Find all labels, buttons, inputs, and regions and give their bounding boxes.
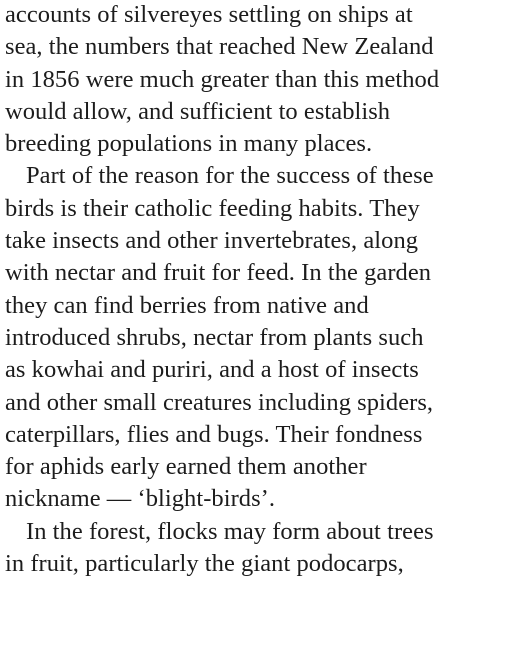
text-line: they can find berries from native and — [5, 291, 369, 319]
text-line: and other small creatures including spiders, — [5, 388, 434, 416]
text-line: sea, the numbers that reached New Zealand — [5, 33, 434, 61]
text-line: nickname — ‘blight-birds’. — [5, 485, 276, 513]
text-line: as kowhai and puriri, and a host of insects — [5, 356, 419, 384]
text-line: take insects and other invertebrates, along — [5, 227, 419, 255]
paragraph-start-line: Part of the reason for the success of these — [26, 162, 434, 190]
text-line: in fruit, particularly the giant podocarps, — [5, 550, 404, 578]
paragraph-start-line: In the forest, flocks may form about trees — [26, 517, 434, 545]
text-line: in 1856 were much greater than this method — [5, 65, 440, 93]
body-text — [5, 0, 512, 580]
text-line: accounts of silvereyes settling on ships at — [5, 1, 413, 28]
text-line: introduced shrubs, nectar from plants such — [5, 323, 424, 351]
text-line: breeding populations in many places. — [5, 130, 373, 158]
text-line: caterpillars, flies and bugs. Their fondness — [5, 420, 423, 448]
text-line: with nectar and fruit for feed. In the garden — [5, 259, 432, 287]
text-line: would allow, and sufficient to establish — [5, 97, 391, 125]
text-line: birds is their catholic feeding habits. They — [5, 194, 420, 222]
text-line: for aphids early earned them another — [5, 453, 367, 481]
